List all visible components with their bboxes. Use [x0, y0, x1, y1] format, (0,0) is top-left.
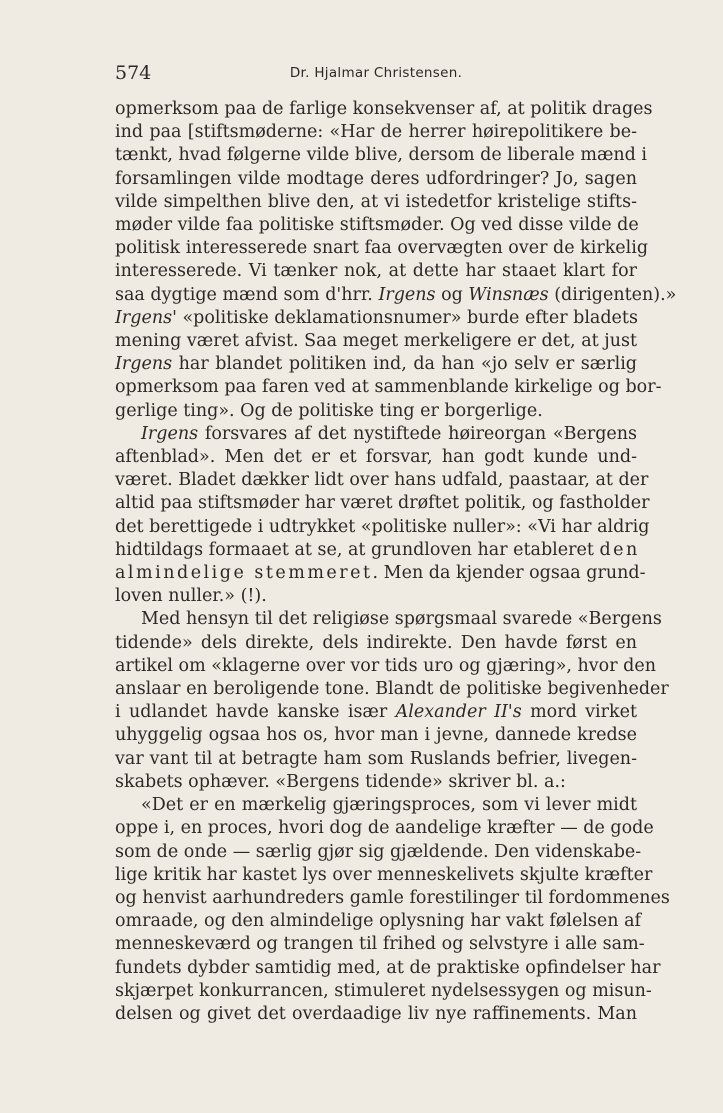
- text-line: [115, 910, 642, 933]
- text-run: artikel om «klagerne over vor tids uro og gjæring», hvor den: [115, 655, 656, 676]
- text-line: [115, 678, 669, 701]
- text-line: [115, 724, 637, 747]
- text-line: [115, 701, 637, 724]
- text-run: Med hensyn til det religiøse spørgsmaal svarede «Bergens: [141, 609, 662, 630]
- text-run: uhyggelig ogsaa hos os, hvor man i jevne, dannede kredse: [115, 725, 637, 746]
- text-line: [115, 307, 637, 330]
- text-run: skjærpet konkurrancen, stimuleret nydelsessygen og misun-: [115, 980, 652, 1001]
- italic-name: Alexander II's: [395, 702, 522, 723]
- text-run: loven nuller.» (!).: [115, 586, 267, 607]
- text-line: [115, 446, 637, 469]
- text-line: [115, 817, 654, 840]
- text-run: og henvist aarhundreders gamle forestilinger til fordommenes: [115, 887, 670, 908]
- text-run: det berettigede i udtrykket «politiske nuller»: «Vi har aldrig: [115, 516, 650, 537]
- text-line: [115, 887, 670, 910]
- text-line: [115, 608, 662, 631]
- text-run: forsamlingen vilde modtage deres udfordringer? Jo, sagen: [115, 168, 637, 189]
- text-line: [115, 469, 649, 492]
- text-run: gerlige ting». Og de politiske ting er borgerlige.: [115, 400, 543, 421]
- text-run: opmerksom paa faren ved at sammenblande kirkelige og bor-: [115, 377, 662, 398]
- text-run: vilde simpelthen blive den, at vi istedetfor kristelige stifts-: [115, 191, 637, 212]
- text-run: omraade, og den almindelige oplysning har vakt følelsen af: [115, 911, 642, 932]
- spaced-text: den: [599, 539, 640, 560]
- page-number: 574: [115, 62, 152, 84]
- paragraph: [115, 608, 669, 794]
- text-line: [115, 237, 649, 260]
- text-run: mening været afvist. Saa meget merkeligere er det, at just: [115, 331, 637, 352]
- text-run: som de onde — særlig gjør sig gjældende. Den videnskabe-: [115, 841, 642, 862]
- text-run: opmerksom paa de farlige konsekvenser af, at politik drages: [115, 99, 653, 119]
- text-line: [115, 841, 642, 864]
- text-line: [115, 353, 637, 376]
- text-run: lige kritik har kastet lys over menneskelivets skjulte kræfter: [115, 864, 653, 885]
- text-line: [115, 121, 637, 144]
- text-line: [115, 492, 650, 515]
- text-run: møder vilde faa politiske stiftsmøder. Og ved disse vilde de: [115, 215, 639, 236]
- text-line: [115, 562, 646, 585]
- text-run: tidende» dels direkte, dels indirekte. Den havde først en: [115, 632, 637, 653]
- text-line: [115, 539, 640, 562]
- text-run: forsvares af det nystiftede høireorgan «Bergens: [198, 423, 637, 444]
- text-line: [115, 957, 661, 980]
- text-line: [115, 632, 637, 655]
- text-line: [115, 771, 637, 794]
- text-line: [115, 794, 637, 817]
- text-line: [115, 933, 645, 956]
- text-run: menneskeværd og trangen til frihed og selvstyre i alle sam-: [115, 934, 645, 955]
- text-line: [115, 168, 637, 191]
- text-line: [115, 376, 662, 399]
- text-run: «politiske deklamationsnumer» burde efter bladets: [176, 307, 638, 328]
- text-run: ind paa [stiftsmøderne: «Har de herrer høirepolitikere be-: [115, 122, 637, 143]
- paragraph: [115, 98, 677, 423]
- text-run: altid paa stiftsmøder har været drøftet politik, og fastholder: [115, 493, 650, 514]
- text-line: [115, 516, 650, 539]
- spaced-text: almindelige stemmeret: [115, 563, 373, 584]
- text-line: [115, 214, 637, 237]
- text-run: anslaar en beroligende tone. Blandt de politiske begivenheder: [115, 679, 669, 700]
- italic-name: Irgens: [141, 423, 199, 444]
- text-run: hidtildags formaaet at se, at grundloven har etableret: [115, 539, 600, 560]
- text-run: været. Bladet dækker lidt over hans udfald, paastaar, at der: [115, 470, 649, 491]
- text-run: politisk interesserede snart faa overvægten over de kirkelig: [115, 238, 649, 259]
- paragraph: [115, 794, 670, 1026]
- text-run: (dirigenten).»: [548, 284, 677, 305]
- text-line: [115, 423, 637, 446]
- text-run: var vant til at betragte ham som Ruslands befrier, livegen-: [115, 748, 637, 769]
- text-line: [115, 144, 648, 167]
- italic-name: Irgens': [115, 307, 177, 328]
- italic-name: Irgens: [378, 284, 436, 305]
- text-run: interesserede. Vi tænker nok, at dette har staaet klart for: [115, 261, 637, 282]
- page-header: [115, 62, 637, 86]
- text-line: [115, 260, 637, 283]
- running-head: Dr. Hjalmar Christensen.: [289, 65, 463, 81]
- italic-name: Irgens: [115, 354, 173, 375]
- italic-name: Winsnæs: [468, 284, 549, 305]
- text-run: i udlandet havde kanske især: [115, 702, 396, 723]
- text-run: tænkt, hvad følgerne vilde blive, dersom de liberale mænd i: [115, 145, 648, 166]
- paragraph: [115, 423, 650, 609]
- text-run: oppe i, en proces, hvori dog de aandelige kræfter — de gode: [115, 818, 654, 839]
- text-line: [115, 748, 637, 771]
- text-line: [115, 400, 637, 423]
- text-run: og: [435, 284, 469, 305]
- text-line: [115, 864, 653, 887]
- text-run: delsen og givet det overdaadige liv nye raffinements. Man: [115, 1003, 637, 1024]
- text-line: [115, 585, 637, 608]
- text-line: [115, 655, 656, 678]
- text-line: [115, 98, 653, 121]
- text-run: fundets dybder samtidig med, at de praktiske opfindelser har: [115, 957, 661, 978]
- text-run: har blandet politiken ind, da han «jo selv er særlig: [172, 354, 637, 375]
- text-run: saa dygtige mænd som d'hrr.: [115, 284, 379, 305]
- text-run: mord virket: [521, 702, 637, 723]
- text-line: [115, 1003, 637, 1026]
- text-line: [115, 284, 677, 307]
- text-line: [115, 330, 637, 353]
- text-run: skabets ophæver. «Bergens tidende» skriver bl. a.:: [115, 771, 566, 792]
- text-run: aftenblad». Men det er et forsvar, han godt kunde und-: [115, 447, 637, 468]
- text-run: «Det er en mærkelig gjæringsproces, som vi lever midt: [141, 795, 637, 816]
- text-line: [115, 191, 637, 214]
- text-run: . Men da kjender ogsaa grund-: [372, 563, 646, 584]
- body-text: [115, 98, 677, 1026]
- text-line: [115, 980, 652, 1003]
